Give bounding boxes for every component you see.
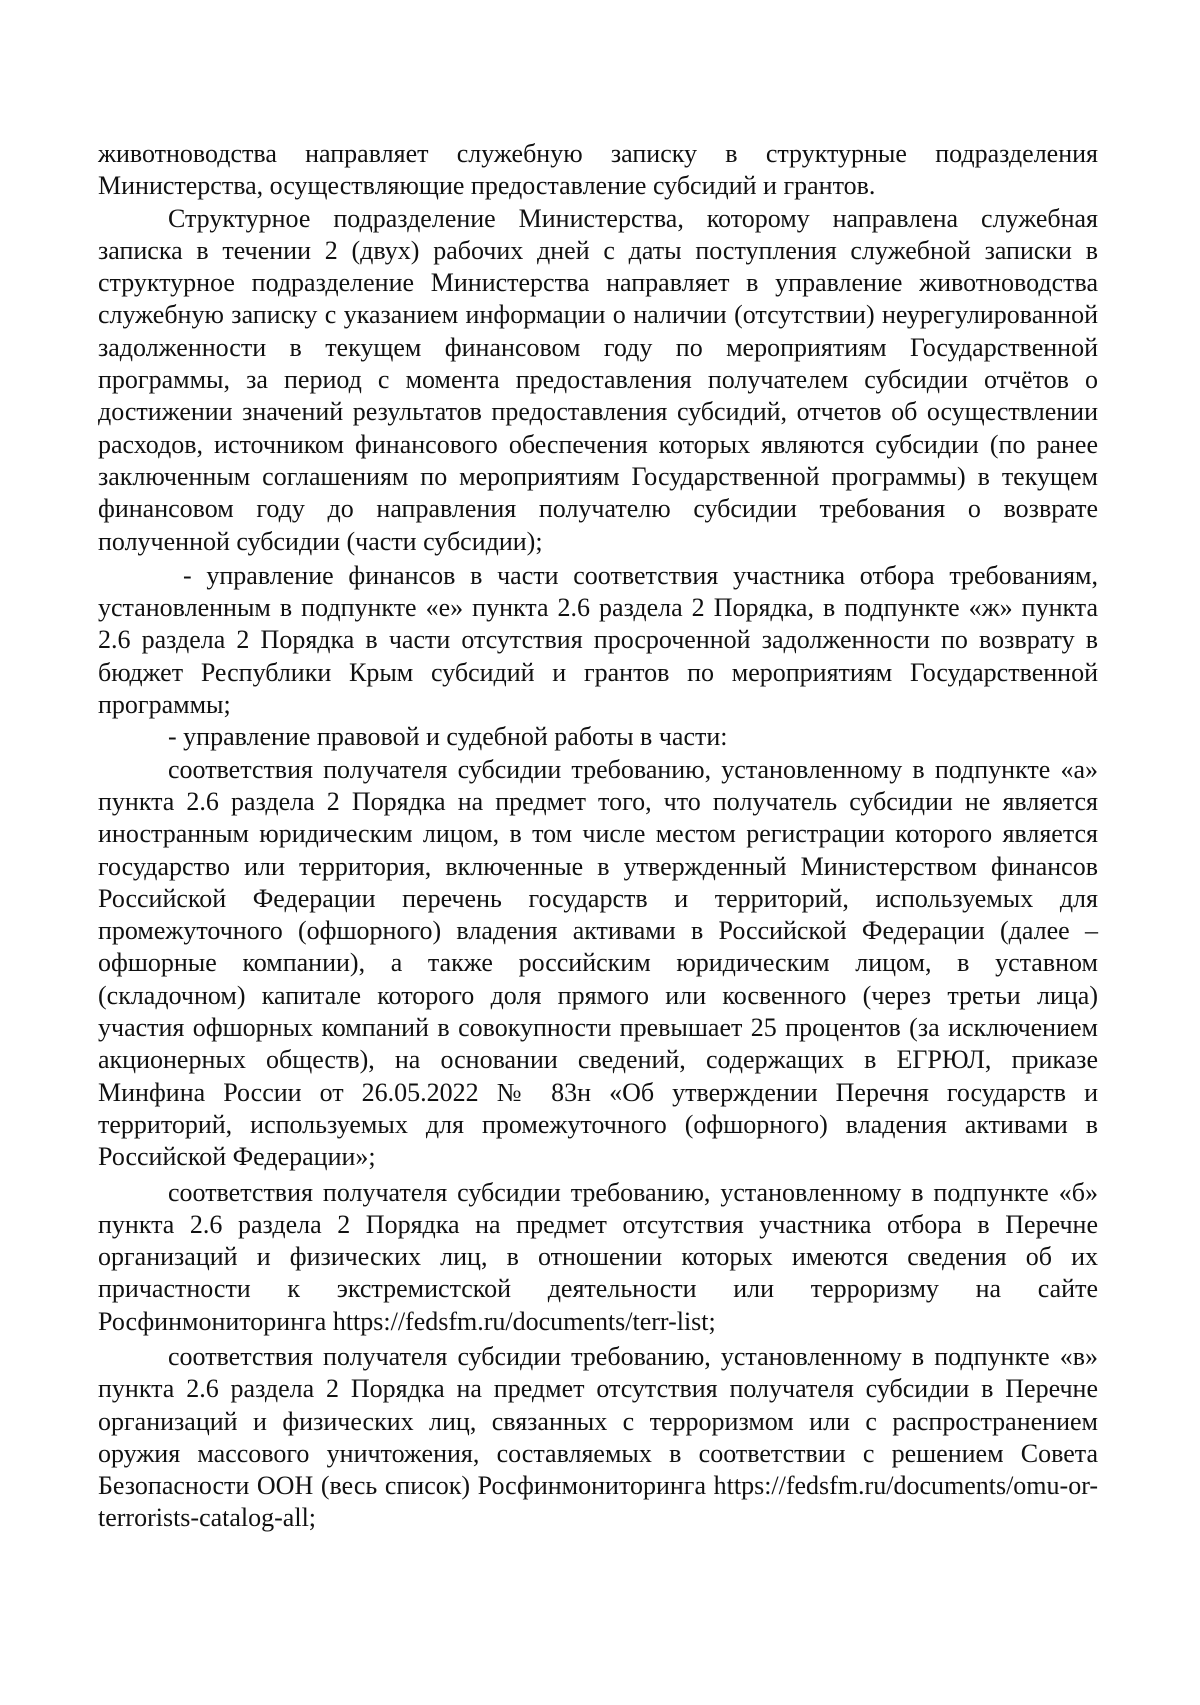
paragraph-requirement-b: соответствия получателя субсидии требованию, установленному в подпункте «б» пункта 2.6 раздела 2 Порядка на предмет отсутствия участника отбора в Перечне организаций и физических лиц, в отношении которых имеются сведения об их причастности к экстремистской деятельности или терроризму на сайте Росфинмониторинга https://fedsfm.ru/documents/terr-list; [98, 1177, 1098, 1336]
paragraph-requirement-a: соответствия получателя субсидии требованию, установленному в подпункте «а» пункта 2.6 раздела 2 Порядка на предмет того, что получатель субсидии не является иностранным юридическим лицом, в том числе местом регистрации которого является государство или территория, включенные в утвержденный Министерством финансов Российской Федерации перечень государств и территорий, используемых для промежуточного (офшорного) владения активами в Российской Федерации (далее – офшорные компании), а также российским юридическим лицом, в уставном (складочном) капитале которого доля прямого или косвенного (через третьи лица) участия офшорных компаний в совокупности превышает 25 процентов (за исключением акционерных обществ), на основании сведений, содержащих в ЕГРЮЛ, приказе Минфина России от 26.05.2022 № 83н «Об утверждении Перечня государств и территорий, используемых для промежуточного (офшорного) владения активами в Российской Федерации»; [98, 754, 1098, 1172]
document-body [98, 138, 1098, 1535]
paragraph-finance-department: - управление финансов в части соответствия участника отбора требованиям, установленным в подпункте «е» пункта 2.6 раздела 2 Порядка, в подпункте «ж» пункта 2.6 раздела 2 Порядка в части отсутствия просроченной задолженности по возврату в бюджет Республики Крым субсидий и грантов по мероприятиям Государственной программы; [98, 560, 1098, 720]
paragraph-legal-department: - управление правовой и судебной работы в части: [168, 722, 728, 752]
paragraph-requirement-v: соответствия получателя субсидии требованию, установленному в подпункте «в» пункта 2.6 раздела 2 Порядка на предмет отсутствия получателя субсидии в Перечне организаций и физических лиц, связанных с терроризмом или с распространением оружия массового уничтожения, составляемых в соответствии с решением Совета Безопасности ООН (весь список) Росфинмониторинга https://fedsfm.ru/documents/omu-or-terrorists-catalog-all; [98, 1341, 1098, 1533]
paragraph-structural-unit: Структурное подразделение Министерства, которому направлена служебная записка в течении 2 (двух) рабочих дней с даты поступления служебной записки в структурное подразделение Министерства направляет в управление животноводства служебную записку с указанием информации о наличии (отсутствии) неурегулированной задолженности в текущем финансовом году по мероприятиям Государственной программы, за период с момента предоставления получателем субсидии отчётов о достижении значений результатов предоставления субсидий, отчетов об осуществлении расходов, источником финансового обеспечения которых являются субсидии (по ранее заключенным соглашениям по мероприятиям Государственной программы) в текущем финансовом году до направления получателю субсидии требования о возврате полученной субсидии (части субсидии); [98, 203, 1098, 556]
paragraph-continuation: животноводства направляет служебную записку в структурные подразделения Министерства, осуществляющие предоставление субсидий и грантов. [98, 139, 1098, 201]
